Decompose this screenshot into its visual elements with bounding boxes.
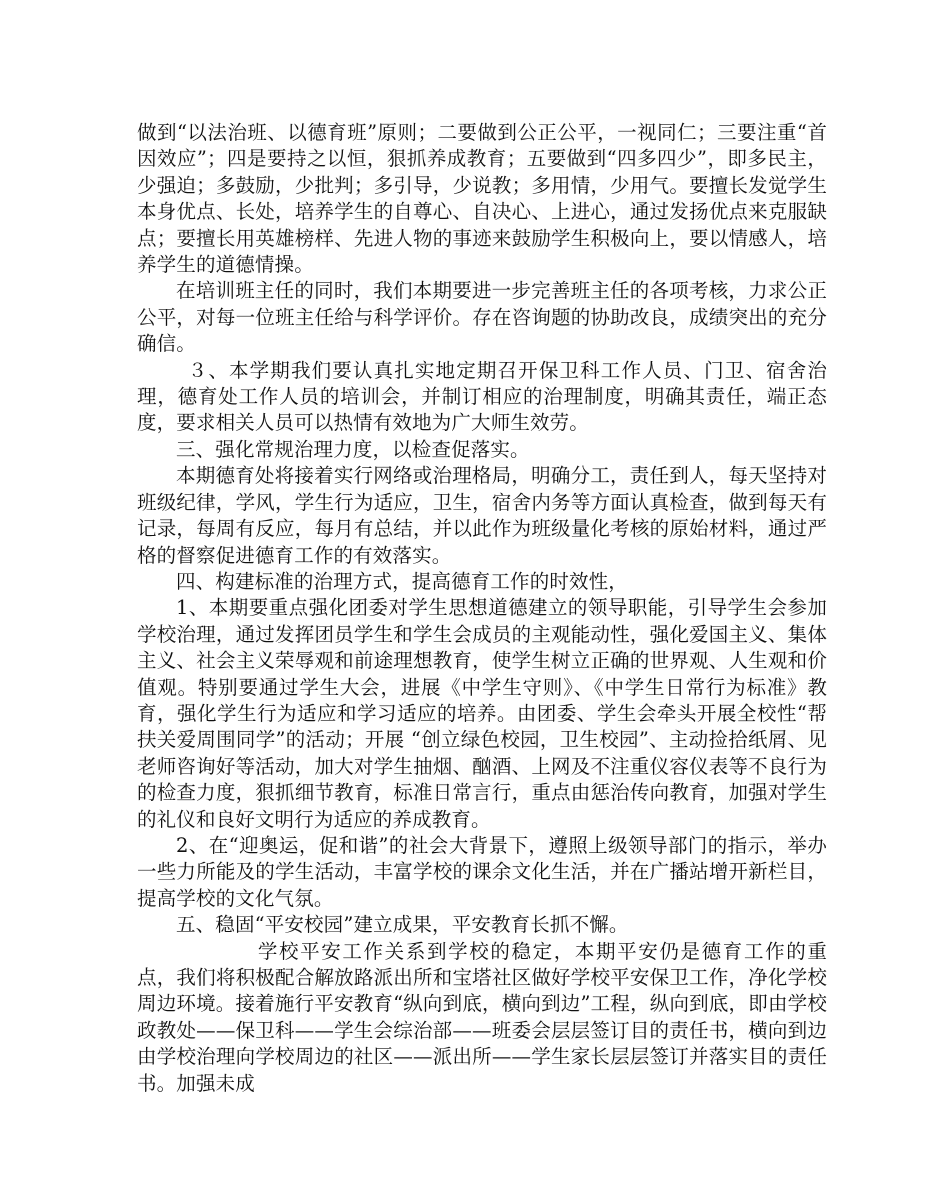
paragraph-class-management-principles: 做到“以法治班、以德育班”原则；二要做到公正公平，一视同仁；三要注重“首因效应”；四是要持之以恒，狠抓养成教育；五要做到“四多四少”，即多民主，少强迫；多鼓励，少批判；多引导，少说教；多用情，少用气。要擅长发觉学生本身优点、长处，培养学生的自尊心、自决心、上进心，通过发扬优点来克服缺点；要擅长用英雄榜样、先进人物的事迹来鼓励学生积极向上，要以情感人，培养学生的道德情操。: [137, 121, 827, 277]
paragraph-youth-league-role: 1、本期要重点强化团委对学生思想道德建立的领导职能，引导学生会参加学校治理，通过发挥团员学生和学生会成员的主观能动性，强化爱国主义、集体主义、社会主义荣辱观和前途理想教育，使学生树立正确的世界观、人生观和价值观。特别要通过学生大会，进展《中学生守则》、《中学生日常行为标准》教育，强化学生行为适应和学习适应的培养。由团委、学生会牵头开展全校性“帮扶关爱周围同学”的活动；开展 “创立绿色校园，卫生校园”、主动捡拾纸屑、见老师咨询好等活动，加大对学生抽烟、酗酒、上网及不注重仪容仪表等不良行为的检查力度，狠抓细节教育，标准日常言行，重点由惩治传向教育，加强对学生的礼仪和良好文明行为适应的养成教育。: [137, 596, 827, 831]
paragraph-campus-safety: 学校平安工作关系到学校的稳定，本期平安仍是德育工作的重点，我们将积极配合解放路派出所和宝塔社区做好学校平安保卫工作，净化学校周边环境。接着施行平安教育“纵向到底，横向到边”工程，纵向到底，即由学校政教处——保卫科——学生会综治部——班委会层层签订目的责任书，横向到边由学校治理向学校周边的社区——派出所——学生家长层层签订并落实目的责任书。加强未成: [137, 939, 827, 1095]
heading-section-four: 四、构建标准的治理方式，提高德育工作的时效性，: [176, 569, 628, 593]
paragraph-routine-inspection: 本期德育处将接着实行网络或治理格局，明确分工，责任到人，每天坚持对班级纪律，学风，学生行为适应，卫生，宿舍内务等方面认真检查，做到每天有记录，每周有反应，每月有总结，并以此作为班级量化考核的原始材料，通过严格的督察促进德育工作的有效落实。: [137, 464, 827, 567]
paragraph-staff-training: ３、本学期我们要认真扎实地定期召开保卫科工作人员、门卫、宿舍治理，德育处工作人员的培训会，并制订相应的治理制度，明确其责任，端正态度，要求相关人员可以热情有效地为广大师生效劳。: [137, 358, 827, 435]
paragraph-head-teacher-assessment: 在培训班主任的同时，我们本期要进一步完善班主任的各项考核，力求公正公平，对每一位班主任给与科学评价。存在咨询题的协助改良，成绩突出的充分确信。: [137, 279, 827, 356]
heading-section-three: 三、强化常规治理力度，以检查促落实。: [176, 437, 530, 461]
heading-section-five: 五、稳固“平安校园”建立成果，平安教育长抓不懈。: [176, 913, 629, 937]
paragraph-olympics-activities: 2、在“迎奥运，促和谐”的社会大背景下，遵照上级领导部门的指示，举办一些力所能及的学生活动，丰富学校的课余文化生活，并在广播站增开新栏目，提高学校的文化气氛。: [137, 833, 827, 910]
document-page: [137, 120, 827, 1097]
